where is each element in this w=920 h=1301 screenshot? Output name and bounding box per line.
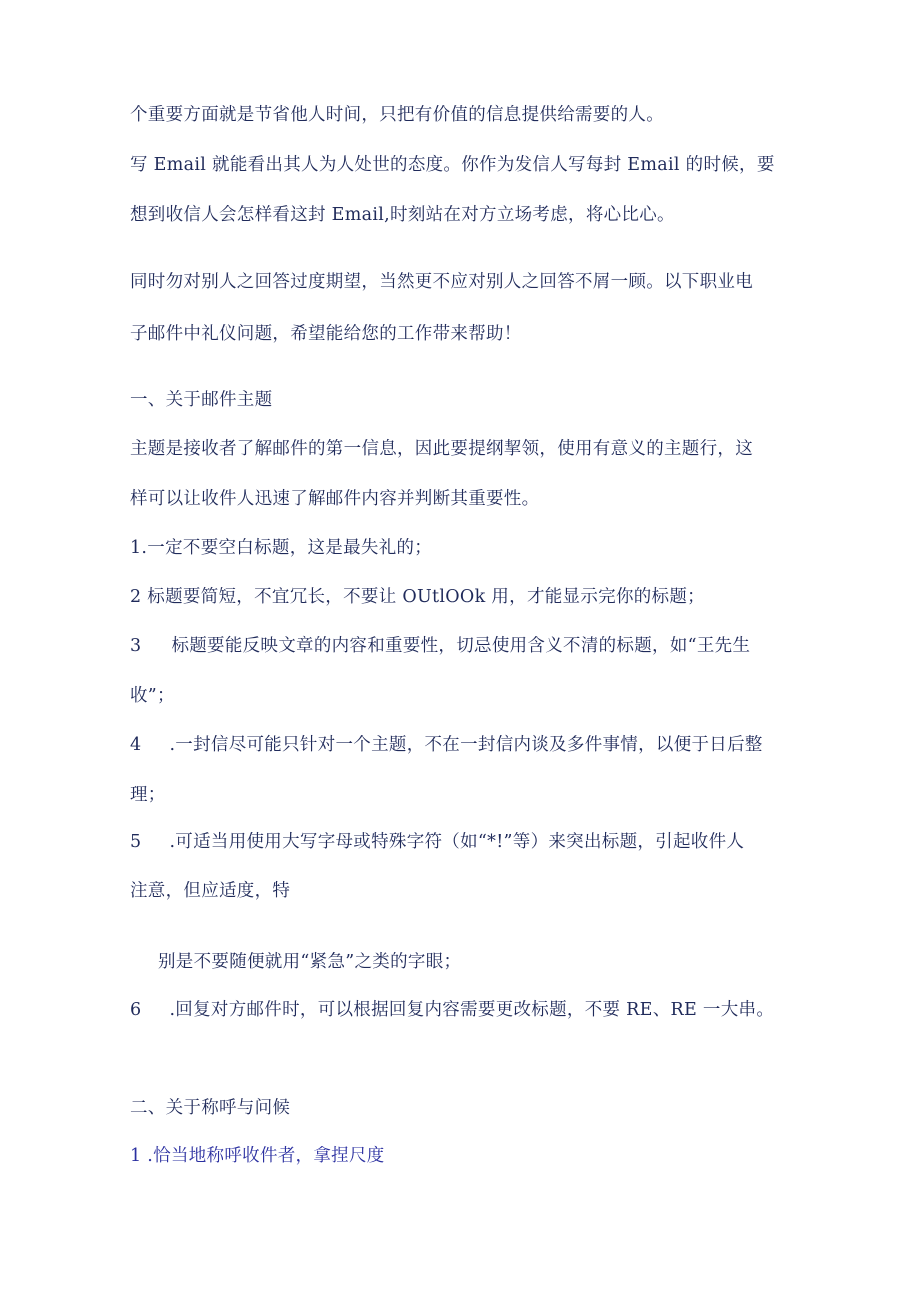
paragraph-line: 子邮件中礼仪问题，希望能给您的工作带来帮助！ [130, 324, 522, 344]
list-item [130, 830, 744, 854]
list-number: 5 [130, 832, 142, 852]
list-item-continuation: 注意，但应适度，特 [130, 881, 291, 901]
list-item-continuation: 别是不要随便就用“紧急”之类的字眼； [158, 952, 462, 972]
list-item: 1.一定不要空白标题，这是最失礼的； [130, 538, 433, 558]
list-number: 6 [130, 1000, 142, 1020]
paragraph-line: 同时勿对别人之回答过度期望，当然更不应对别人之回答不屑一顾。以下职业电 [130, 272, 753, 292]
list-item-continuation: 理； [130, 785, 166, 805]
list-item-text: .一封信尽可能只针对一个主题，不在一封信内谈及多件事情，以便于日后整 [169, 735, 763, 755]
paragraph-line: 个重要方面就是节省他人时间，只把有价值的信息提供给需要的人。 [130, 105, 664, 125]
list-item-text: .可适当用使用大写字母或特殊字符（如“*!”等）来突出标题，引起收件人 [169, 832, 745, 852]
section-heading: 一、关于邮件主题 [130, 390, 273, 410]
list-item [130, 634, 750, 658]
section-heading: 二、关于称呼与问候 [130, 1098, 291, 1118]
list-item-text: .回复对方邮件时，可以根据回复内容需要更改标题，不要 RE、RE 一大串。 [169, 1000, 775, 1020]
paragraph-line: 写 Email 就能看出其人为人处世的态度。你作为发信人写每封 Email 的时候，要 [130, 155, 775, 175]
list-item-continuation: 收”； [130, 686, 175, 706]
list-number: 4 [130, 735, 142, 755]
subsection-heading: 1 .恰当地称呼收件者，拿捏尺度 [130, 1146, 385, 1166]
paragraph-line: 样可以让收件人迅速了解邮件内容并判断其重要性。 [130, 489, 540, 509]
list-item-text: 标题要能反映文章的内容和重要性，切忌使用含义不清的标题，如“王先生 [171, 636, 751, 656]
list-item [130, 998, 774, 1022]
paragraph-line: 想到收信人会怎样看这封 Email,时刻站在对方立场考虑，将心比心。 [130, 205, 675, 225]
list-number: 3 [130, 636, 142, 656]
list-item: 2 标题要简短，不宜冗长，不要让 OUtlOOk 用，才能显示完你的标题； [130, 587, 705, 607]
paragraph-line: 主题是接收者了解邮件的第一信息，因此要提纲挈领，使用有意义的主题行，这 [130, 439, 753, 459]
list-item [130, 733, 763, 757]
